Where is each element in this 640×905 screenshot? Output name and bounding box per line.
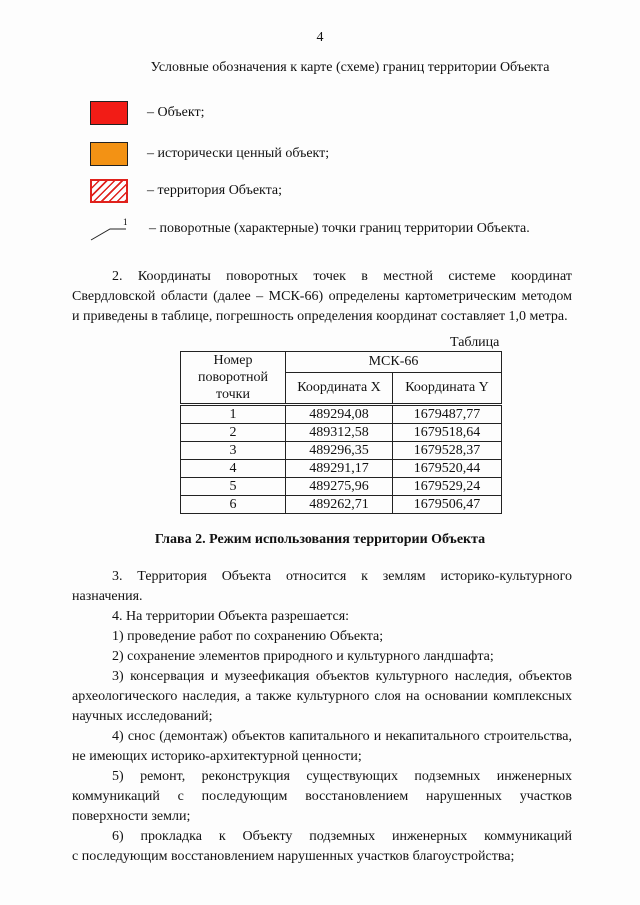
header-y: Координата Y [393, 372, 502, 404]
page-number: 4 [316, 30, 324, 45]
text-line: не имеющих историко-архитектурной ценности; [72, 749, 362, 764]
orange-fill-swatch-icon [90, 142, 128, 166]
cell-x: 489294,08 [286, 405, 393, 424]
red-fill-swatch-icon [90, 101, 128, 125]
header-x: Координата X [286, 372, 393, 404]
cell-x: 489275,96 [286, 478, 393, 496]
chapter-heading: Глава 2. Режим использования территории Объекта [154, 532, 486, 547]
table-caption: Таблица [450, 335, 500, 350]
body-text [72, 567, 572, 867]
text-line: 2) сохранение элементов природного и культурного ландшафта; [112, 649, 494, 664]
cell-n: 3 [181, 442, 286, 460]
coordinates-table [180, 351, 502, 514]
table-row [181, 496, 502, 514]
cell-y: 1679529,24 [393, 478, 502, 496]
turning-point-icon [90, 216, 130, 242]
cell-x: 489296,35 [286, 442, 393, 460]
cell-y: 1679520,44 [393, 460, 502, 478]
text-line: 1) проведение работ по сохранению Объекта; [112, 629, 384, 644]
cell-y: 1679506,47 [393, 496, 502, 514]
legend-label: – Объект; [147, 105, 205, 120]
legend-item-turning-point [90, 216, 530, 242]
text-line: археологического наследия, а также культурного слоя на основании комплексных [72, 689, 572, 704]
header-msk66: МСК-66 [286, 352, 502, 373]
cell-n: 4 [181, 460, 286, 478]
legend-label: – исторически ценный объект; [147, 146, 330, 161]
text-line: 3) консервация и музеефикация объектов культурного наследия, объектов [112, 669, 572, 684]
legend-item-historic-object [90, 141, 329, 167]
cell-n: 6 [181, 496, 286, 514]
cell-x: 489291,17 [286, 460, 393, 478]
text-line: и приведены в таблице, погрешность определения координат составляет 1,0 метра. [72, 309, 568, 324]
table-row [181, 442, 502, 460]
text-line: с последующим восстановлением нарушенных участков благоустройства; [72, 849, 515, 864]
text-line: поверхности земли; [72, 809, 191, 824]
text-line: 4. На территории Объекта разрешается: [112, 609, 350, 624]
text-line: коммуникаций с последующим восстановлением нарушенных участков [72, 789, 572, 804]
legend-item-object [90, 100, 204, 126]
table-row [181, 405, 502, 424]
cell-n: 2 [181, 424, 286, 442]
text-line: 2. Координаты поворотных точек в местной системе координат [112, 269, 572, 284]
turning-point-number: 1 [123, 217, 128, 227]
text-line: 6) прокладка к Объекту подземных инженерных коммуникаций [112, 829, 572, 844]
red-hatched-swatch-icon [90, 179, 128, 203]
cell-n: 5 [181, 478, 286, 496]
text-line: научных исследований; [72, 709, 213, 724]
legend-title: Условные обозначения к карте (схеме) границ территории Объекта [150, 60, 550, 75]
table-row [181, 478, 502, 496]
legend-label: – территория Объекта; [147, 183, 283, 198]
cell-y: 1679518,64 [393, 424, 502, 442]
cell-x: 489312,58 [286, 424, 393, 442]
text-line: 3. Территория Объекта относится к землям историко-культурного [112, 569, 572, 584]
header-point-number: Номер поворотной точки [181, 352, 286, 405]
cell-x: 489262,71 [286, 496, 393, 514]
table-row [181, 424, 502, 442]
legend-label: – поворотные (характерные) точки границ территории Объекта. [149, 221, 530, 236]
paragraph-2 [72, 267, 572, 327]
text-line: Свердловской области (далее – МСК-66) определены картометрическим методом [72, 289, 572, 304]
table-row [181, 460, 502, 478]
text-line: 4) снос (демонтаж) объектов капитального и некапитального строительства, [112, 729, 572, 744]
text-line: 5) ремонт, реконструкция существующих подземных инженерных [112, 769, 572, 784]
text-line: назначения. [72, 589, 143, 604]
cell-n: 1 [181, 405, 286, 424]
cell-y: 1679487,77 [393, 405, 502, 424]
legend-item-territory [90, 178, 282, 204]
cell-y: 1679528,37 [393, 442, 502, 460]
